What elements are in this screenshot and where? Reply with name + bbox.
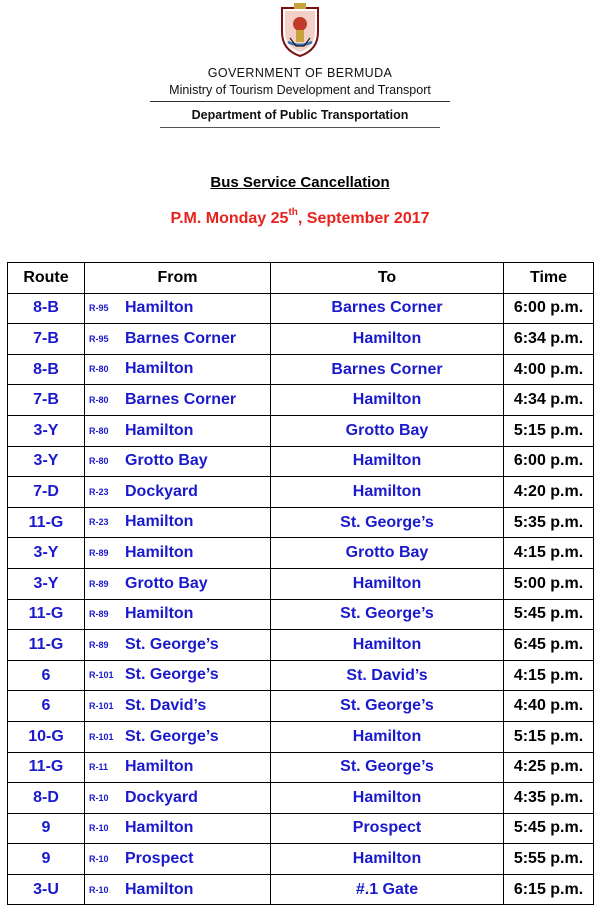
time-cell: 4:15 p.m. (504, 660, 594, 691)
table-header-row (8, 263, 594, 294)
time-cell: 4:34 p.m. (504, 385, 594, 416)
route-cell: 8-B (8, 293, 85, 324)
table-row (8, 446, 594, 477)
from-cell (85, 293, 271, 324)
from-cell (85, 874, 271, 905)
from-cell (85, 844, 271, 875)
from-location: St. George’s (125, 727, 219, 745)
from-location: Grotto Bay (125, 452, 208, 470)
from-cell (85, 599, 271, 630)
to-cell: St. George’s (271, 599, 504, 630)
from-location: Hamilton (125, 880, 194, 898)
from-location: Hamilton (125, 819, 194, 837)
to-cell: Hamilton (271, 385, 504, 416)
to-cell: Barnes Corner (271, 354, 504, 385)
from-cell (85, 446, 271, 477)
from-cell (85, 752, 271, 783)
from-cell (85, 477, 271, 508)
to-cell: Hamilton (271, 783, 504, 814)
from-cell (85, 324, 271, 355)
route-code: R-101 (89, 700, 114, 711)
time-cell: 5:15 p.m. (504, 721, 594, 752)
route-cell: 9 (8, 813, 85, 844)
table-row (8, 324, 594, 355)
table-row (8, 660, 594, 691)
time-cell: 6:45 p.m. (504, 630, 594, 661)
from-cell (85, 783, 271, 814)
from-location: Hamilton (125, 544, 194, 562)
time-cell: 5:15 p.m. (504, 415, 594, 446)
time-cell: 6:34 p.m. (504, 324, 594, 355)
from-location: St. David’s (125, 696, 207, 714)
route-cell: 11-G (8, 752, 85, 783)
header-divider (150, 101, 450, 102)
from-cell (85, 721, 271, 752)
to-cell: Grotto Bay (271, 538, 504, 569)
from-cell (85, 354, 271, 385)
table-row (8, 354, 594, 385)
time-cell: 6:00 p.m. (504, 293, 594, 324)
route-cell: 8-B (8, 354, 85, 385)
route-cell: 9 (8, 844, 85, 875)
route-cell: 3-U (8, 874, 85, 905)
time-cell: 6:00 p.m. (504, 446, 594, 477)
table-row (8, 691, 594, 722)
route-cell: 3-Y (8, 568, 85, 599)
to-cell: St. George’s (271, 507, 504, 538)
to-cell: St. David’s (271, 660, 504, 691)
table-row (8, 752, 594, 783)
route-code: R-10 (89, 884, 109, 895)
time-cell: 5:55 p.m. (504, 844, 594, 875)
to-cell: St. George’s (271, 752, 504, 783)
to-cell: Hamilton (271, 446, 504, 477)
to-cell: Hamilton (271, 324, 504, 355)
ministry-name: Ministry of Tourism Development and Transport (169, 83, 431, 97)
table-row (8, 721, 594, 752)
table-row (8, 385, 594, 416)
notice-date (0, 206, 600, 228)
to-cell: Hamilton (271, 721, 504, 752)
to-cell: Hamilton (271, 477, 504, 508)
time-cell: 6:15 p.m. (504, 874, 594, 905)
table-row (8, 874, 594, 905)
from-cell (85, 538, 271, 569)
table-row (8, 630, 594, 661)
time-cell: 4:40 p.m. (504, 691, 594, 722)
time-cell: 4:00 p.m. (504, 354, 594, 385)
table-row (8, 813, 594, 844)
route-code: R-95 (89, 303, 109, 314)
route-code: R-80 (89, 395, 109, 406)
route-code: R-101 (89, 731, 114, 742)
to-cell: St. George’s (271, 691, 504, 722)
time-cell: 5:45 p.m. (504, 813, 594, 844)
route-cell: 7-B (8, 385, 85, 416)
route-cell: 11-G (8, 599, 85, 630)
from-location: Dockyard (125, 788, 198, 806)
time-cell: 4:35 p.m. (504, 783, 594, 814)
notice-date-suffix: th (288, 206, 298, 218)
route-cell: 3-Y (8, 538, 85, 569)
route-code: R-80 (89, 364, 109, 375)
from-location: Prospect (125, 849, 194, 867)
route-cell: 6 (8, 691, 85, 722)
route-code: R-10 (89, 823, 109, 834)
from-location: Hamilton (125, 360, 194, 378)
route-cell: 11-G (8, 630, 85, 661)
table-row (8, 477, 594, 508)
time-cell: 5:35 p.m. (504, 507, 594, 538)
from-cell (85, 568, 271, 599)
from-cell (85, 385, 271, 416)
department-divider (160, 127, 440, 128)
to-cell: Grotto Bay (271, 415, 504, 446)
to-cell: Barnes Corner (271, 293, 504, 324)
department-name: Department of Public Transportation (191, 108, 409, 122)
from-cell (85, 813, 271, 844)
time-cell: 5:00 p.m. (504, 568, 594, 599)
from-cell (85, 691, 271, 722)
notice-title: Bus Service Cancellation (210, 174, 390, 191)
to-cell: Prospect (271, 813, 504, 844)
bermuda-crest-icon (276, 2, 324, 58)
route-code: R-89 (89, 548, 109, 559)
from-location: Dockyard (125, 482, 198, 500)
table-row (8, 507, 594, 538)
route-code: R-11 (89, 762, 109, 773)
from-cell (85, 630, 271, 661)
route-cell: 7-B (8, 324, 85, 355)
route-code: R-10 (89, 792, 109, 803)
route-code: R-23 (89, 517, 109, 528)
from-location: Hamilton (125, 513, 194, 531)
route-code: R-89 (89, 578, 109, 589)
from-location: Grotto Bay (125, 574, 208, 592)
route-code: R-10 (89, 853, 109, 864)
route-cell: 3-Y (8, 415, 85, 446)
to-cell: Hamilton (271, 844, 504, 875)
cancellation-table (7, 262, 594, 905)
from-location: Barnes Corner (125, 329, 237, 347)
table-row (8, 599, 594, 630)
table-row (8, 415, 594, 446)
from-location: Barnes Corner (125, 391, 237, 409)
from-location: St. George’s (125, 666, 219, 684)
to-cell: #.1 Gate (271, 874, 504, 905)
table-row (8, 844, 594, 875)
route-cell: 3-Y (8, 446, 85, 477)
from-location: Hamilton (125, 758, 194, 776)
route-code: R-23 (89, 486, 109, 497)
route-cell: 10-G (8, 721, 85, 752)
to-cell: Hamilton (271, 630, 504, 661)
route-cell: 8-D (8, 783, 85, 814)
table-row (8, 538, 594, 569)
time-cell: 5:45 p.m. (504, 599, 594, 630)
route-code: R-80 (89, 425, 109, 436)
to-cell: Hamilton (271, 568, 504, 599)
from-cell (85, 660, 271, 691)
from-location: St. George’s (125, 635, 219, 653)
route-code: R-89 (89, 639, 109, 650)
from-location: Hamilton (125, 299, 194, 317)
notice-date-rest: , September 2017 (297, 210, 430, 227)
route-code: R-101 (89, 670, 114, 681)
table-row (8, 783, 594, 814)
time-cell: 4:25 p.m. (504, 752, 594, 783)
route-cell: 6 (8, 660, 85, 691)
route-cell: 7-D (8, 477, 85, 508)
from-location: Hamilton (125, 605, 194, 623)
time-cell: 4:15 p.m. (504, 538, 594, 569)
column-header-route: Route (8, 263, 85, 294)
route-code: R-95 (89, 333, 109, 344)
notice-date-prefix: P.M. Monday 25 (170, 210, 289, 227)
table-row (8, 293, 594, 324)
column-header-from: From (85, 263, 271, 294)
table-row (8, 568, 594, 599)
column-header-to: To (271, 263, 504, 294)
route-code: R-89 (89, 609, 109, 620)
route-code: R-80 (89, 456, 109, 467)
column-header-time: Time (504, 263, 594, 294)
time-cell: 4:20 p.m. (504, 477, 594, 508)
route-cell: 11-G (8, 507, 85, 538)
from-cell (85, 507, 271, 538)
government-name: GOVERNMENT OF BERMUDA (207, 66, 393, 80)
from-location: Hamilton (125, 421, 194, 439)
from-cell (85, 415, 271, 446)
